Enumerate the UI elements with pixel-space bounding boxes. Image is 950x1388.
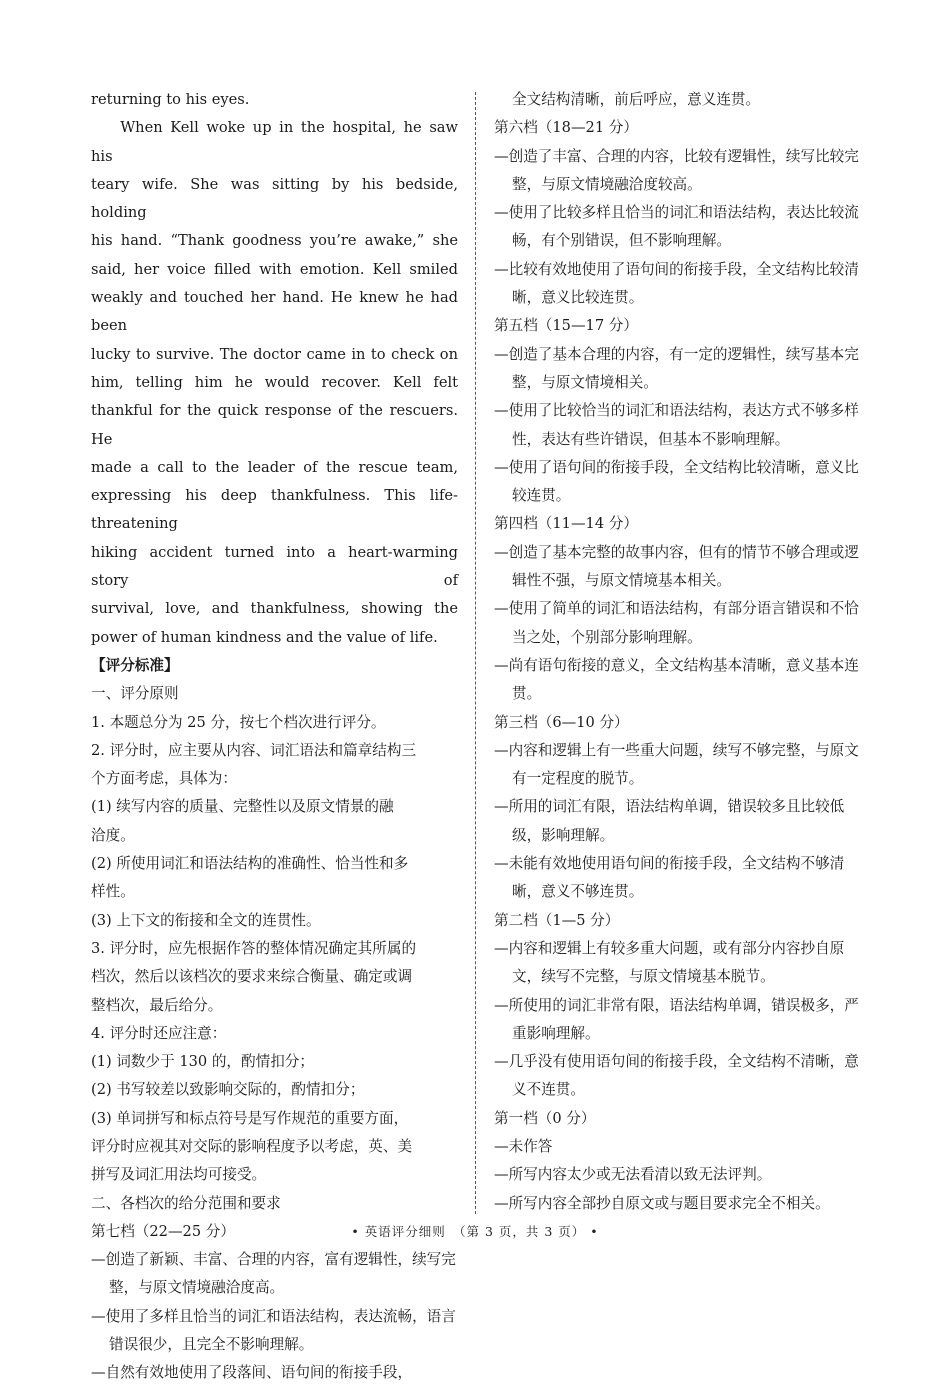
story-line: his hand. “Thank goodness you’re awake,” she <box>91 232 458 250</box>
rule-line: 2. 评分时，应主要从内容、词汇语法和篇章结构三 <box>91 741 417 759</box>
scoring-heading: 【评分标准】 <box>91 656 179 674</box>
rule-line: (2) 所使用词汇和语法结构的准确性、恰当性和多 <box>91 855 409 873</box>
story-line: lucky to survive. The doctor came in to check on <box>91 345 458 363</box>
level-item: —所写内容全部抄自原文或与题目要求完全不相关。 <box>494 1194 830 1212</box>
level-item: —所写内容太少或无法看清以致无法评判。 <box>494 1166 772 1184</box>
level-item: —使用了多样且恰当的词汇和语法结构，表达流畅，语言错误很少，且完全不影响理解。 <box>91 1307 456 1354</box>
level-item: —所使用的词汇非常有限，语法结构单调，错误极多，严重影响理解。 <box>494 996 859 1042</box>
level-item: —尚有语句衔接的意义，全文结构基本清晰，意义基本连贯。 <box>494 656 859 703</box>
level-item: —使用了比较恰当的词汇和语法结构，表达方式不够多样性，表达有些许错误，但基本不影响理解。 <box>494 402 859 448</box>
level-item: —内容和逻辑上有较多重大问题，或有部分内容抄自原文，续写不完整，与原文情境基本脱节。 <box>494 939 845 986</box>
rule-line: 3. 评分时，应先根据作答的整体情况确定其所属的 <box>91 939 417 957</box>
story-line: made a call to the leader of the rescue team, <box>91 458 458 476</box>
rule-line: 拼写及词汇用法均可接受。 <box>91 1166 267 1184</box>
rule-line: 档次，然后以该档次的要求来综合衡量、确定或调 <box>91 968 413 986</box>
level-title: 第六档（18—21 分） <box>494 119 638 137</box>
rule-line: 1. 本题总分为 25 分，按七个档次进行评分。 <box>91 713 386 731</box>
rule-line: 二、各档次的给分范围和要求 <box>91 1194 281 1212</box>
rule-line: (1) 续写内容的质量、完整性以及原文情景的融 <box>91 798 394 816</box>
level-title: 第七档（22—25 分） <box>91 1222 235 1240</box>
rule-line: (3) 上下文的衔接和全文的连贯性。 <box>91 911 321 929</box>
rule-line: 评分时应视其对交际的影响程度予以考虑，英、美 <box>91 1137 413 1155</box>
level-item: —自然有效地使用了段落间、语句间的衔接手段， <box>91 1364 413 1382</box>
level-item: —所用的词汇有限，语法结构单调，错误较多且比较低级，影响理解。 <box>494 798 845 844</box>
level-item: —未作答 <box>494 1137 553 1155</box>
level-title: 第二档（1—5 分） <box>494 911 620 929</box>
page-footer: • 英语评分细则 （第 3 页，共 3 页） • <box>351 1224 599 1239</box>
level-title: 第一档（0 分） <box>494 1109 596 1127</box>
rule-line: 一、评分原则 <box>91 685 179 703</box>
story-line: weakly and touched her hand. He knew he had been <box>91 289 458 335</box>
rule-line: 洽度。 <box>91 826 135 844</box>
rule-line: 样性。 <box>91 883 135 901</box>
right-column <box>494 86 860 1218</box>
level-title: 第四档（11—14 分） <box>494 515 638 533</box>
story-line: survival, love, and thankfulness, showing the <box>91 600 458 618</box>
level-item: —创造了丰富、合理的内容，比较有逻辑性，续写比较完整，与原文情境融洽度较高。 <box>494 147 859 193</box>
rule-line: (2) 书写较差以致影响交际的，酌情扣分； <box>91 1081 365 1099</box>
level-item: —使用了语句间的衔接手段，全文结构比较清晰，意义比较连贯。 <box>494 458 859 505</box>
level-item: —未能有效地使用语句间的衔接手段，全文结构不够清晰，意义不够连贯。 <box>494 855 845 901</box>
level-title: 第三档（6—10 分） <box>494 713 629 731</box>
level-item: —创造了基本合理的内容，有一定的逻辑性，续写基本完整，与原文情境相关。 <box>494 345 859 391</box>
column-divider <box>475 92 476 1214</box>
story-line: hiking accident turned into a heart-warming story of <box>91 543 458 590</box>
level-item: —使用了简单的词汇和语法结构，有部分语言错误和不恰当之处，个别部分影响理解。 <box>494 600 859 646</box>
level-item: —创造了新颖、丰富、合理的内容，富有逻辑性，续写完整，与原文情境融洽度高。 <box>91 1251 456 1297</box>
story-line: thankful for the quick response of the rescuers. He <box>91 402 458 448</box>
level-item: —使用了比较多样且恰当的词汇和语法结构，表达比较流畅，有个别错误，但不影响理解。 <box>494 204 859 250</box>
level-title: 第五档（15—17 分） <box>494 317 638 335</box>
story-line: When Kell woke up in the hospital, he saw his <box>91 119 458 165</box>
rule-line: 4. 评分时还应注意： <box>91 1024 227 1042</box>
level-item: —内容和逻辑上有一些重大问题，续写不够完整，与原文有一定程度的脱节。 <box>494 741 859 788</box>
level-item-continuation: 全文结构清晰，前后呼应，意义连贯。 <box>512 91 761 108</box>
story-line: power of human kindness and the value of life. <box>91 628 438 646</box>
story-line: teary wife. She was sitting by his bedside, holding <box>91 175 458 222</box>
level-item: —比较有效地使用了语句间的衔接手段，全文结构比较清晰，意义比较连贯。 <box>494 260 859 307</box>
rule-line: 个方面考虑，具体为： <box>91 770 237 788</box>
story-line: said, her voice filled with emotion. Kell smiled <box>91 260 458 278</box>
level-item: —创造了基本完整的故事内容，但有的情节不够合理或逻辑性不强，与原文情境基本相关。 <box>494 543 859 590</box>
rule-line: 整档次，最后给分。 <box>91 996 223 1014</box>
story-line: returning to his eyes. <box>91 91 250 108</box>
story-line: him, telling him he would recover. Kell felt <box>91 373 458 391</box>
story-line: expressing his deep thankfulness. This life-threatening <box>91 487 458 533</box>
rule-line: (1) 词数少于 130 的，酌情扣分； <box>91 1053 314 1071</box>
level-item: —几乎没有使用语句间的衔接手段，全文结构不清晰，意义不连贯。 <box>494 1053 859 1099</box>
rule-line: (3) 单词拼写和标点符号是写作规范的重要方面， <box>91 1109 409 1127</box>
left-column <box>91 86 458 1388</box>
